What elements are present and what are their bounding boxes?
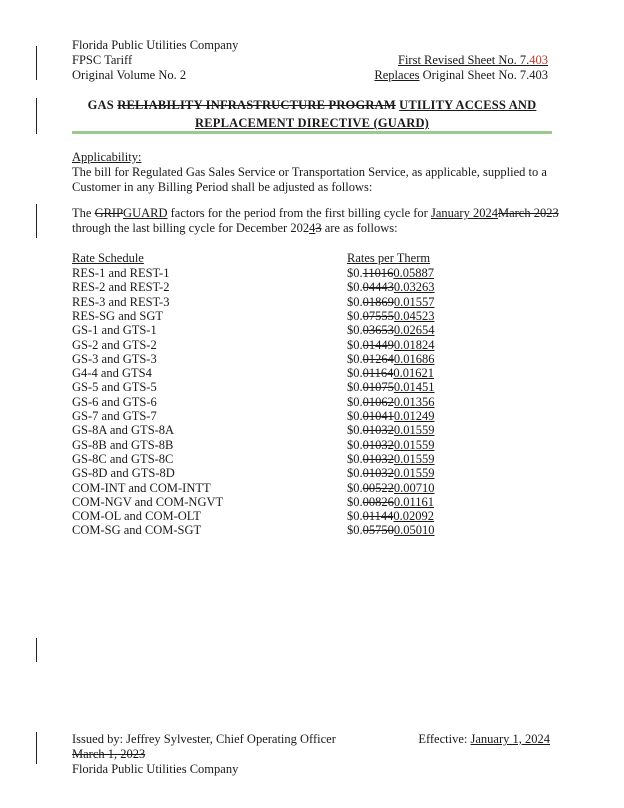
- revision-bar: [36, 732, 37, 764]
- volume: Original Volume No. 2: [72, 68, 187, 82]
- rate-value-cell: [347, 280, 435, 295]
- rate-schedule-cell: RES-2 and REST-2: [72, 280, 170, 295]
- effective-date: Effective: January 1, 2024: [418, 732, 550, 746]
- old-rate: 01869: [362, 294, 394, 309]
- rate-value-cell: [347, 481, 435, 496]
- new-rate: 0.01559: [393, 437, 435, 452]
- rate-schedule-cell: GS-8B and GTS-8B: [72, 437, 174, 452]
- rate-value-cell: [347, 495, 434, 510]
- new-rate: 0.03263: [393, 280, 435, 295]
- tariff-name: FPSC Tariff: [72, 53, 133, 67]
- rate-prefix: $0.: [347, 466, 363, 481]
- new-rate: 0.01451: [393, 380, 435, 395]
- footer-company: Florida Public Utilities Company: [72, 762, 239, 776]
- old-rate: 11016: [362, 266, 394, 280]
- rate-value-cell: [347, 452, 435, 467]
- new-rate: 0.02654: [393, 323, 435, 338]
- rate-value-cell: [347, 266, 434, 281]
- rate-prefix: $0.: [347, 337, 363, 352]
- rate-value-cell: [347, 509, 434, 524]
- rate-schedule-cell: COM-SG and COM-SGT: [72, 523, 202, 538]
- new-rate: 0.01356: [393, 394, 435, 409]
- rate-schedule-cell: COM-OL and COM-OLT: [72, 509, 201, 524]
- rate-value-cell: [347, 395, 435, 410]
- old-rate: 04443: [362, 280, 394, 295]
- rate-schedule-cell: GS-8D and GTS-8D: [72, 466, 175, 481]
- rate-prefix: $0.: [347, 380, 363, 395]
- new-rate: 0.02092: [393, 509, 435, 524]
- rate-schedule-cell: GS-1 and GTS-1: [72, 323, 157, 338]
- title-rule: [72, 131, 552, 134]
- applicability-line: The bill for Regulated Gas Sales Service or Transportation Service, as applicable, supplied to a: [72, 165, 547, 179]
- revision-bar: [36, 98, 37, 134]
- rate-prefix: $0.: [347, 394, 363, 409]
- footer-left: [72, 732, 336, 777]
- rate-schedule-cell: COM-INT and COM-INTT: [72, 480, 211, 495]
- revision-bar: [36, 46, 37, 80]
- rate-value-cell: [347, 366, 434, 381]
- revision-bar: [36, 204, 37, 238]
- new-rate: 0.01249: [393, 409, 435, 423]
- header-right: [374, 53, 548, 83]
- rate-prefix: $0.: [347, 509, 363, 524]
- rate-schedule-cell: GS-6 and GTS-6: [72, 394, 157, 409]
- applicability-section: [72, 150, 552, 195]
- rate-prefix: $0.: [347, 308, 363, 323]
- old-rate: 01062: [362, 394, 394, 409]
- rate-schedule-cell: GS-7 and GTS-7: [72, 409, 157, 423]
- rate-prefix: $0.: [347, 523, 363, 538]
- applicability-line: Customer in any Billing Period shall be adjusted as follows:: [72, 180, 373, 194]
- new-rate: 0.01557: [393, 294, 435, 309]
- rate-prefix: $0.: [347, 451, 363, 466]
- company-name: Florida Public Utilities Company: [72, 38, 239, 52]
- old-rate: 01032: [362, 466, 394, 481]
- new-rate: 0.00710: [393, 480, 435, 495]
- rate-value-cell: [347, 323, 435, 338]
- rate-prefix: $0.: [347, 423, 363, 438]
- rate-value-cell: [347, 409, 435, 424]
- issued-by: Issued by: Jeffrey Sylvester, Chief Operating Officer: [72, 732, 336, 746]
- old-issue-date: March 1, 2023: [72, 747, 146, 761]
- rate-schedule-cell: RES-1 and REST-1: [72, 266, 170, 280]
- rate-schedule-cell: GS-5 and GTS-5: [72, 380, 157, 395]
- factors-paragraph: [72, 206, 562, 236]
- new-rate: 0.01824: [393, 337, 435, 352]
- old-rate: 01449: [362, 337, 394, 352]
- new-rate: 0.01559: [393, 423, 435, 438]
- rate-prefix: $0.: [347, 480, 363, 495]
- rate-value-cell: [347, 438, 435, 453]
- rate-value-cell: [347, 523, 435, 538]
- old-rate: 01164: [362, 366, 394, 381]
- title-line-2: REPLACEMENT DIRECTIVE (GUARD): [194, 116, 430, 130]
- rate-schedule-cell: RES-SG and SGT: [72, 308, 163, 323]
- rate-prefix: $0.: [347, 409, 363, 423]
- rate-schedule-cell: GS-3 and GTS-3: [72, 351, 157, 366]
- new-rate: 0.01621: [393, 366, 435, 381]
- old-rate: 01075: [362, 380, 394, 395]
- rate-prefix: $0.: [347, 437, 363, 452]
- old-rate: 01144: [362, 509, 394, 524]
- applicability-heading: Applicability:: [72, 150, 142, 164]
- old-rate: 07555: [362, 308, 394, 323]
- old-rate: 01041: [362, 409, 394, 423]
- rate-prefix: $0.: [347, 323, 363, 338]
- old-rate: 01032: [362, 437, 394, 452]
- old-rate: 01264: [362, 351, 394, 366]
- rate-prefix: $0.: [347, 366, 363, 381]
- rate-value-cell: [347, 295, 435, 310]
- revision-bar: [36, 638, 37, 662]
- rate-value-cell: [347, 423, 435, 438]
- new-rate: 0.01559: [393, 466, 435, 481]
- old-rate: 03653: [362, 323, 394, 338]
- rate-schedule-cell: GS-8A and GTS-8A: [72, 423, 175, 438]
- rate-prefix: $0.: [347, 494, 363, 509]
- old-rate: 01032: [362, 451, 394, 466]
- new-rate: 0.01559: [393, 451, 435, 466]
- old-rate: 05750: [362, 523, 394, 538]
- old-rate: 00826: [362, 494, 394, 509]
- rate-value-cell: [347, 352, 435, 367]
- title-line-1: GAS RELIABILITY INFRASTRUCTURE PROGRAM UTILITY ACCESS AND: [87, 98, 537, 112]
- header-rate-schedule: Rate Schedule: [72, 251, 144, 265]
- new-rate: 0.04523: [393, 308, 435, 323]
- page-title: [72, 96, 552, 132]
- rate-schedule-cell: GS-2 and GTS-2: [72, 337, 157, 352]
- sheet-number: First Revised Sheet No. 7.403: [398, 53, 548, 67]
- replaces-sheet: Replaces Original Sheet No. 7.403: [374, 68, 548, 82]
- factors-line-1: The GRIPGUARD factors for the period from the first billing cycle for January 2024March 2023: [72, 206, 559, 220]
- rate-value-cell: [347, 380, 435, 395]
- old-rate: 01032: [362, 423, 394, 438]
- rate-schedule-cell: RES-3 and REST-3: [72, 294, 170, 309]
- rate-prefix: $0.: [347, 266, 363, 280]
- rate-schedule-cell: COM-NGV and COM-NGVT: [72, 494, 224, 509]
- new-rate: 0.05887: [393, 266, 435, 280]
- rate-prefix: $0.: [347, 280, 363, 295]
- header-rates-per-therm: Rates per Therm: [347, 251, 431, 265]
- rate-value-cell: [347, 309, 435, 324]
- rate-prefix: $0.: [347, 294, 363, 309]
- rate-prefix: $0.: [347, 351, 363, 366]
- new-rate: 0.01161: [393, 494, 435, 509]
- new-rate: 0.01686: [393, 351, 435, 366]
- rate-schedule-cell: G4-4 and GTS4: [72, 366, 152, 381]
- rate-value-cell: [347, 466, 435, 481]
- new-rate: 0.05010: [393, 523, 435, 538]
- header-left: [72, 38, 238, 83]
- rate-value-cell: [347, 338, 435, 353]
- old-rate: 00522: [362, 480, 394, 495]
- factors-line-2: through the last billing cycle for December 20243 are as follows:: [72, 221, 398, 235]
- rate-schedule-cell: GS-8C and GTS-8C: [72, 451, 174, 466]
